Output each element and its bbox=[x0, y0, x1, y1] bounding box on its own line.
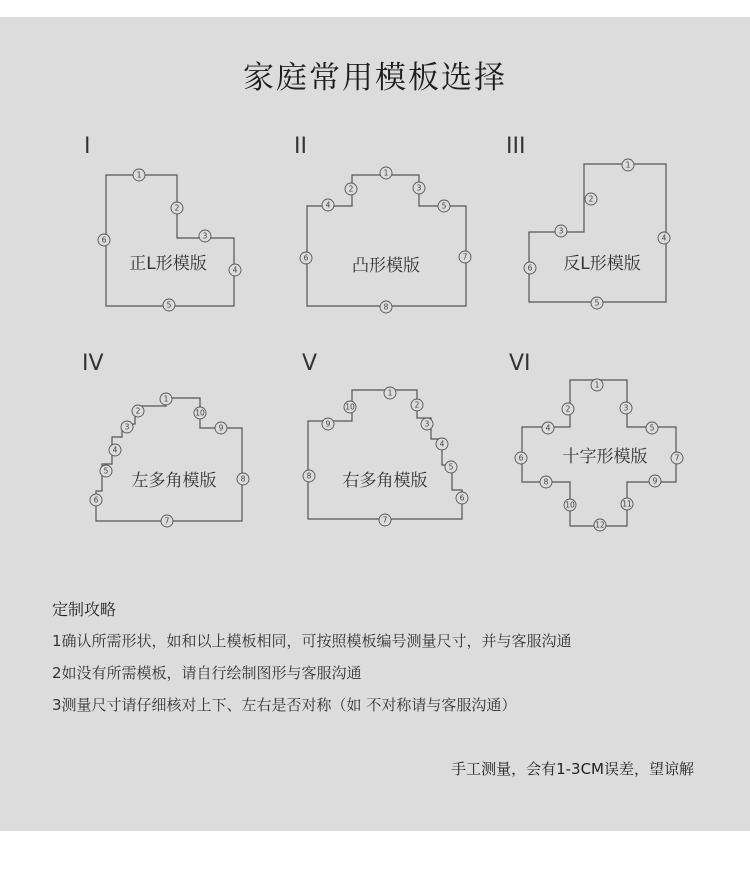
guide-line-3: 3测量尺寸请仔细核对上下、左右是否对称（如 不对称请与客服沟通） bbox=[52, 696, 517, 714]
template-2 bbox=[300, 167, 471, 313]
edge-number-label: 4 bbox=[545, 423, 551, 433]
edge-number-label: 7 bbox=[382, 515, 388, 525]
edge-number-label: 11 bbox=[622, 499, 632, 509]
edge-number-label: 4 bbox=[112, 445, 118, 455]
edge-number-label: 7 bbox=[462, 252, 468, 262]
template-outline bbox=[93, 398, 242, 521]
edge-number-label: 1 bbox=[163, 394, 169, 404]
edge-number-label: 10 bbox=[565, 500, 575, 510]
edge-number-label: 1 bbox=[625, 160, 631, 170]
edge-number-label: 3 bbox=[558, 226, 564, 236]
edge-number-label: 1 bbox=[594, 380, 600, 390]
template-label: 正L形模版 bbox=[129, 254, 207, 274]
edge-number-label: 7 bbox=[164, 516, 170, 526]
guide-line-2: 2如没有所需模板，请自行绘制图形与客服沟通 bbox=[52, 664, 362, 682]
edge-number-label: 6 bbox=[459, 493, 465, 503]
edge-number-label: 4 bbox=[439, 439, 445, 449]
edge-number-label: 1 bbox=[136, 170, 142, 180]
edge-number-label: 2 bbox=[174, 203, 180, 213]
edge-number-label: 5 bbox=[448, 462, 454, 472]
guide-title: 定制攻略 bbox=[52, 600, 117, 619]
edge-number-label: 9 bbox=[218, 423, 224, 433]
edge-number-label: 10 bbox=[345, 402, 355, 412]
edge-number-label: 2 bbox=[565, 404, 571, 414]
edge-number-label: 2 bbox=[348, 184, 354, 194]
template-6 bbox=[515, 379, 683, 531]
edge-number-label: 2 bbox=[588, 194, 594, 204]
edge-number-label: 5 bbox=[166, 300, 172, 310]
edge-number-label: 8 bbox=[383, 302, 389, 312]
template-label: 十字形模版 bbox=[562, 447, 648, 467]
template-outline bbox=[307, 175, 466, 306]
edge-number-label: 6 bbox=[518, 453, 524, 463]
edge-number-label: 8 bbox=[306, 471, 312, 481]
template-4 bbox=[90, 393, 249, 527]
edge-number-label: 1 bbox=[383, 168, 389, 178]
template-numeral-6: VI bbox=[509, 351, 531, 376]
edge-number-label: 3 bbox=[623, 403, 629, 413]
edge-number-label: 9 bbox=[652, 476, 658, 486]
edge-number-label: 8 bbox=[543, 477, 549, 487]
edge-number-label: 1 bbox=[387, 388, 393, 398]
template-1 bbox=[98, 169, 241, 311]
template-numeral-1: I bbox=[84, 134, 91, 159]
template-3 bbox=[524, 159, 670, 309]
edge-number-label: 7 bbox=[674, 453, 680, 463]
measurement-note: 手工测量，会有1-3CM误差，望谅解 bbox=[451, 760, 694, 778]
template-outline bbox=[308, 390, 462, 519]
edge-number-label: 9 bbox=[325, 419, 331, 429]
edge-number-label: 6 bbox=[101, 235, 107, 245]
template-label: 左多角模版 bbox=[131, 471, 217, 491]
edge-number-label: 4 bbox=[232, 265, 238, 275]
template-numeral-3: III bbox=[506, 134, 526, 159]
edge-number-label: 5 bbox=[649, 423, 655, 433]
edge-number-label: 5 bbox=[103, 466, 109, 476]
template-label: 凸形模版 bbox=[352, 256, 420, 276]
edge-number-label: 6 bbox=[93, 495, 99, 505]
edge-number-label: 8 bbox=[240, 474, 246, 484]
template-label: 右多角模版 bbox=[342, 471, 428, 491]
edge-number-label: 3 bbox=[416, 183, 422, 193]
edge-number-label: 3 bbox=[124, 422, 130, 432]
guide-line-1: 1确认所需形状，如和以上模板相同，可按照模板编号测量尺寸，并与客服沟通 bbox=[52, 632, 572, 650]
edge-number-label: 12 bbox=[595, 520, 605, 530]
edge-number-label: 3 bbox=[202, 231, 208, 241]
edge-number-label: 2 bbox=[135, 406, 141, 416]
template-5 bbox=[303, 387, 468, 526]
edge-number-label: 3 bbox=[424, 419, 430, 429]
template-numeral-5: V bbox=[302, 351, 318, 376]
edge-number-label: 6 bbox=[527, 263, 533, 273]
template-numeral-4: IV bbox=[82, 351, 104, 376]
edge-number-label: 10 bbox=[195, 408, 205, 418]
edge-number-label: 2 bbox=[414, 400, 420, 410]
template-outline bbox=[529, 164, 666, 302]
edge-number-label: 5 bbox=[441, 201, 447, 211]
template-label: 反L形模版 bbox=[563, 254, 641, 274]
edge-number-label: 6 bbox=[303, 253, 309, 263]
template-outline bbox=[106, 175, 234, 306]
edge-number-label: 4 bbox=[325, 200, 331, 210]
template-numeral-2: II bbox=[294, 134, 307, 159]
edge-number-label: 5 bbox=[594, 298, 600, 308]
page-title: 家庭常用模板选择 bbox=[243, 60, 507, 96]
edge-number-label: 4 bbox=[661, 233, 667, 243]
